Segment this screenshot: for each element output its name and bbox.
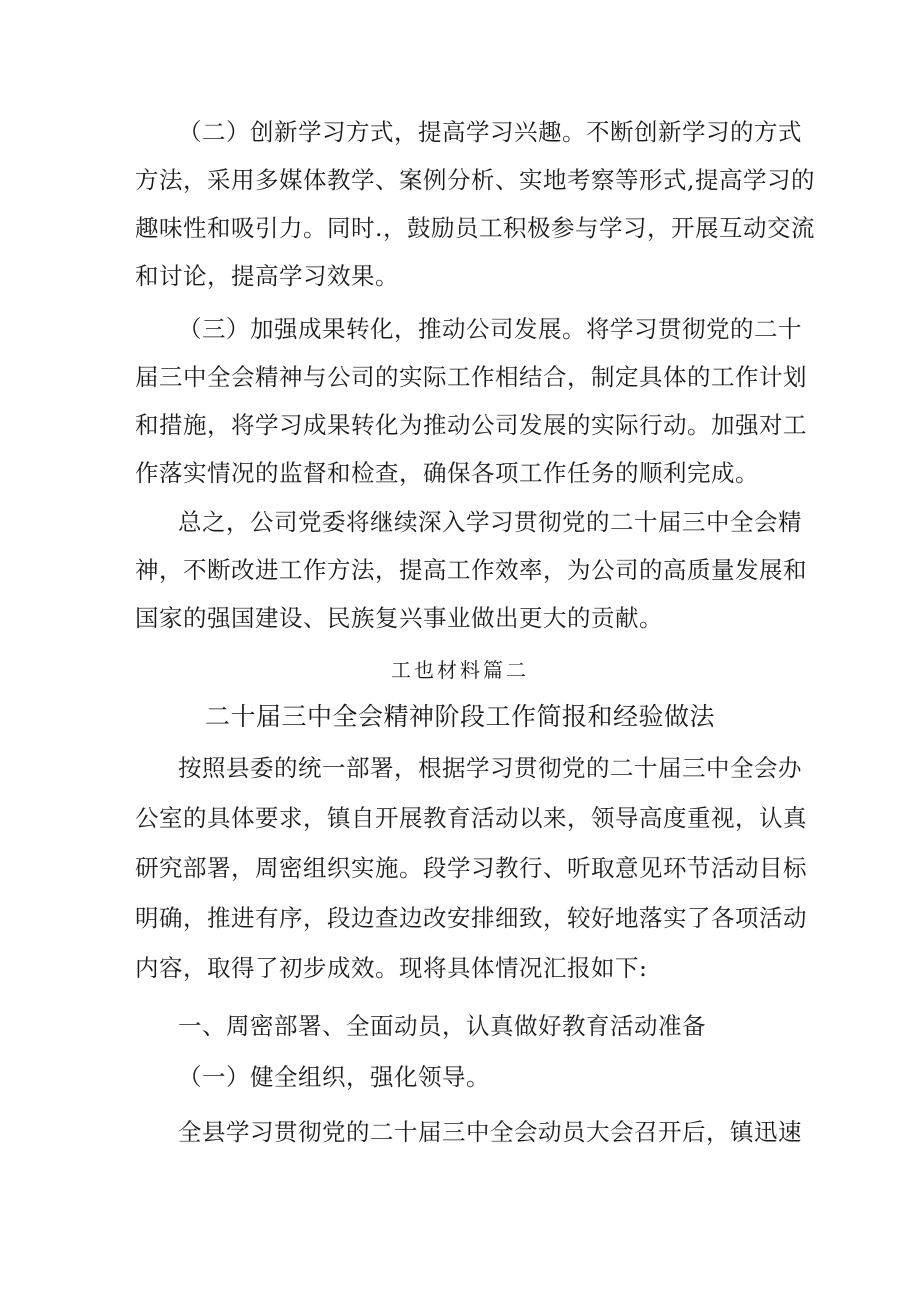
section-three-line-1: （三）加强成果转化，推动公司发展。将学习贯彻党的二十 <box>178 315 802 343</box>
section-two-line-1: （二）创新学习方式，提高学习兴趣。不断创新学习的方式 <box>178 118 802 146</box>
section-three-line-4: 作落实情况的监督和检查，确保各项工作任务的顺利完成。 <box>135 459 759 487</box>
section-three-line-3: 和措施，将学习成果转化为推动公司发展的实际行动。加强对工 <box>135 411 807 439</box>
conclusion-line-2: 神，不断改进工作方法，提高工作效率，为公司的高质量发展和 <box>135 556 807 584</box>
intro-line-2: 公室的具体要求，镇自开展教育活动以来，领导高度重视，认真 <box>135 804 807 832</box>
section-three-line-2: 届三中全会精神与公司的实际工作相结合，制定具体的工作计划 <box>135 363 807 391</box>
intro-line-1: 按照县委的统一部署，根据学习贯彻党的二十届三中全会办 <box>178 754 802 782</box>
section-two-line-2: 方法，采用多媒体教学、案例分析、实地考察等形式,提高学习的 <box>135 166 815 194</box>
section-two-line-4: 和讨论，提高学习效果。 <box>135 262 399 290</box>
body-last-line: 全县学习贯彻党的二十届三中全会动员大会召开后，镇迅速 <box>178 1118 802 1146</box>
conclusion-line-3: 国家的强国建设、民族复兴事业做出更大的贡献。 <box>135 604 663 632</box>
intro-line-5: 内容，取得了初步成效。现将具体情况汇报如下: <box>135 954 648 982</box>
section-two-line-3: 趣味性和吸引力。同时.，鼓励员工积极参与学习，开展互动交流 <box>135 214 815 242</box>
intro-line-3: 研究部署，周密组织实施。段学习教行、听取意见环节活动目标 <box>135 854 807 882</box>
sub-heading-one: （一）健全组织，强化领导。 <box>178 1063 490 1091</box>
document-subtitle: 工也材料篇二 <box>391 658 529 682</box>
intro-line-4: 明确，推进有序，段边查边改安排细致，较好地落实了各项活动 <box>135 904 807 932</box>
document-title: 二十届三中全会精神阶段工作简报和经验做法 <box>204 702 715 731</box>
section-heading-one: 一、周密部署、全面动员，认真做好教育活动准备 <box>178 1012 706 1040</box>
conclusion-line-1: 总之，公司党委将继续深入学习贯彻党的二十届三中全会精 <box>178 508 802 536</box>
